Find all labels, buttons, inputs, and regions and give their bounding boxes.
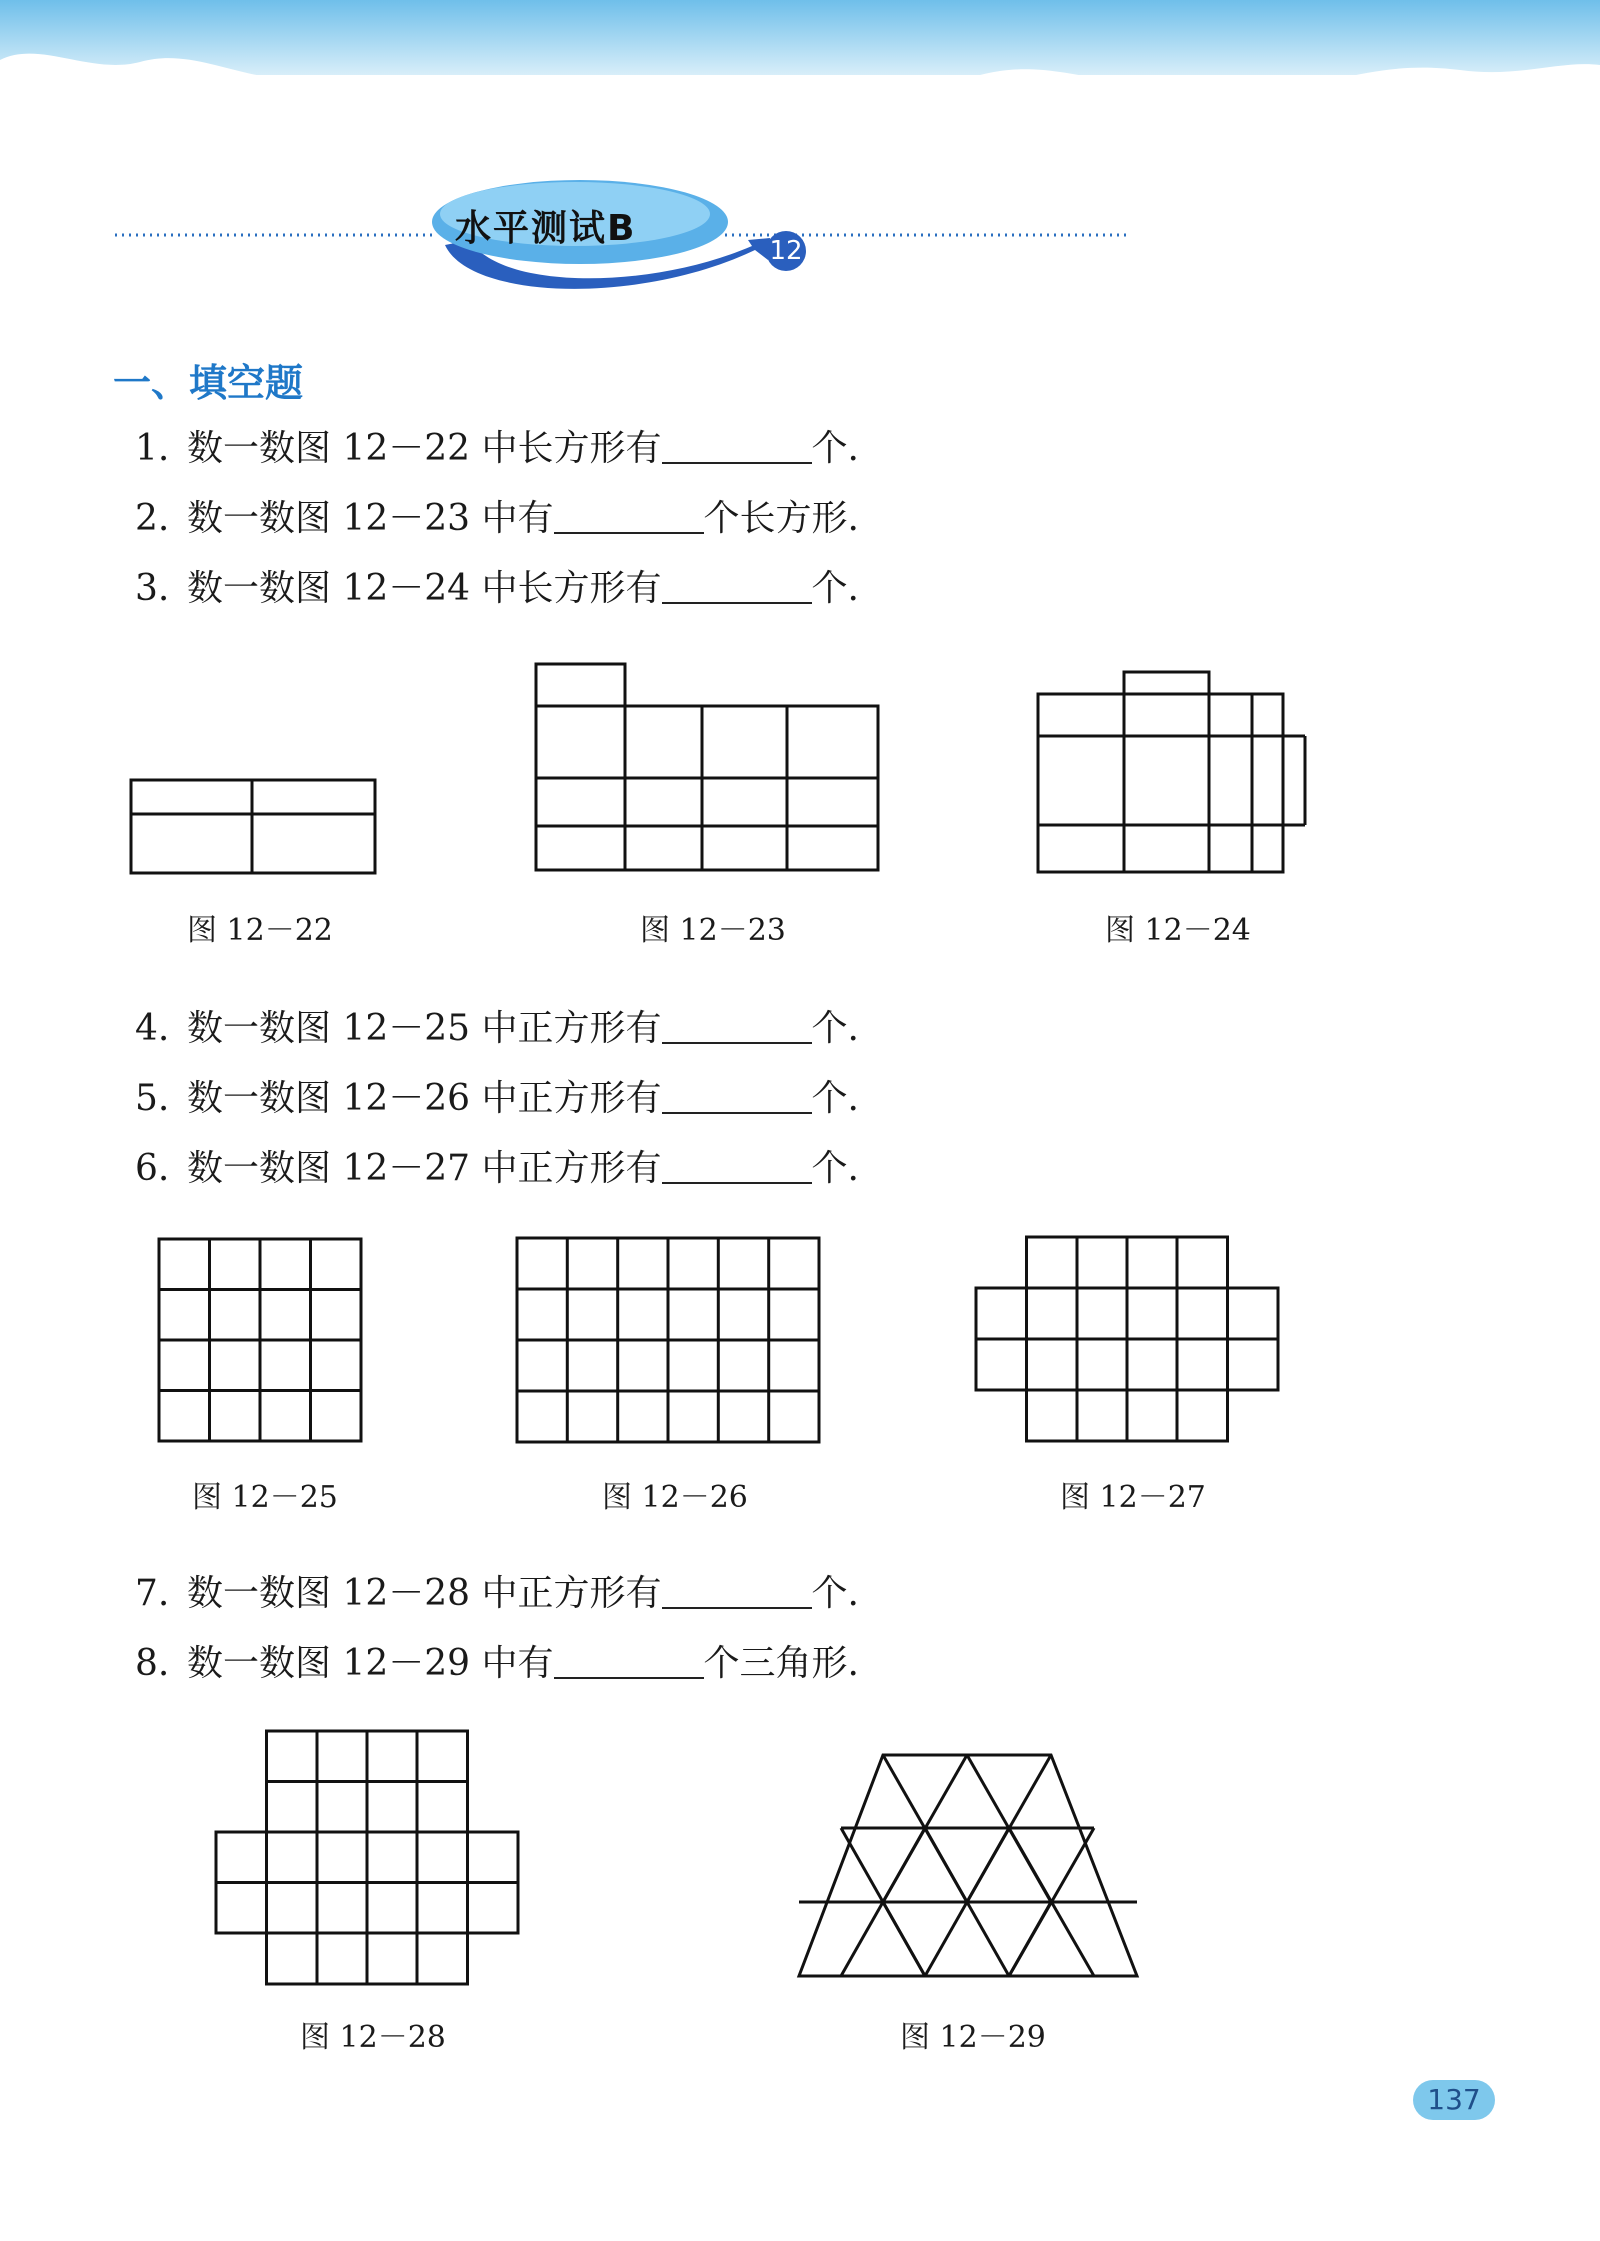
question-text: 数一数图 12－25 中正方形有 xyxy=(187,1008,662,1049)
question-3 xyxy=(135,560,859,611)
question-suffix: 个. xyxy=(811,1008,859,1049)
sky-cloud-header xyxy=(0,0,1600,130)
figure-12-23 xyxy=(532,660,882,875)
answer-blank[interactable] xyxy=(662,1573,812,1609)
figure-12-24 xyxy=(1035,668,1310,878)
question-suffix: 个. xyxy=(811,1078,859,1119)
question-suffix: 个三角形. xyxy=(703,1643,859,1684)
figure-12-28 xyxy=(213,1728,523,1988)
chapter-badge: 12 xyxy=(769,236,803,266)
question-text: 数一数图 12－29 中有 xyxy=(187,1643,554,1684)
figure-caption: 图 12－28 xyxy=(300,2020,446,2055)
figure-12-27 xyxy=(973,1234,1283,1448)
figure-caption: 图 12－24 xyxy=(1105,913,1251,948)
answer-blank[interactable] xyxy=(554,1643,704,1679)
question-number: 6. xyxy=(135,1148,170,1189)
question-1 xyxy=(135,420,859,471)
question-number: 8. xyxy=(135,1643,170,1684)
question-text: 数一数图 12－24 中长方形有 xyxy=(187,568,662,609)
figure-caption: 图 12－23 xyxy=(640,913,786,948)
answer-blank[interactable] xyxy=(662,1078,812,1114)
figure-caption: 图 12－22 xyxy=(187,913,333,948)
question-text: 数一数图 12－26 中正方形有 xyxy=(187,1078,662,1119)
question-suffix: 个. xyxy=(811,1148,859,1189)
question-number: 3. xyxy=(135,568,170,609)
page-title: 水平测试B xyxy=(455,208,637,249)
figure-12-25 xyxy=(156,1236,366,1446)
figure-caption: 图 12－29 xyxy=(900,2020,1046,2055)
question-number: 1. xyxy=(135,428,170,469)
question-number: 2. xyxy=(135,498,170,539)
question-suffix: 个. xyxy=(811,568,859,609)
question-suffix: 个. xyxy=(811,1573,859,1614)
question-suffix: 个长方形. xyxy=(703,498,859,539)
question-number: 7. xyxy=(135,1573,170,1614)
figure-caption: 图 12－25 xyxy=(192,1480,338,1515)
answer-blank[interactable] xyxy=(662,1148,812,1184)
question-text: 数一数图 12－23 中有 xyxy=(187,498,554,539)
question-5 xyxy=(135,1070,859,1121)
figure-12-22 xyxy=(128,775,378,880)
question-text: 数一数图 12－22 中长方形有 xyxy=(187,428,662,469)
question-text: 数一数图 12－28 中正方形有 xyxy=(187,1573,662,1614)
question-number: 5. xyxy=(135,1078,170,1119)
question-6 xyxy=(135,1140,859,1191)
answer-blank[interactable] xyxy=(662,568,812,604)
page-number: 137 xyxy=(1413,2080,1495,2120)
question-7 xyxy=(135,1565,859,1616)
question-4 xyxy=(135,1000,859,1051)
figure-12-29 xyxy=(796,1750,1140,1980)
question-suffix: 个. xyxy=(811,428,859,469)
figure-12-26 xyxy=(514,1235,824,1447)
question-2 xyxy=(135,490,859,541)
section-title: 一、填空题 xyxy=(113,361,304,405)
answer-blank[interactable] xyxy=(662,1008,812,1044)
answer-blank[interactable] xyxy=(662,428,812,464)
question-8 xyxy=(135,1635,859,1686)
question-text: 数一数图 12－27 中正方形有 xyxy=(187,1148,662,1189)
answer-blank[interactable] xyxy=(554,498,704,534)
figure-caption: 图 12－26 xyxy=(602,1480,748,1515)
figure-caption: 图 12－27 xyxy=(1060,1480,1206,1515)
question-number: 4. xyxy=(135,1008,170,1049)
